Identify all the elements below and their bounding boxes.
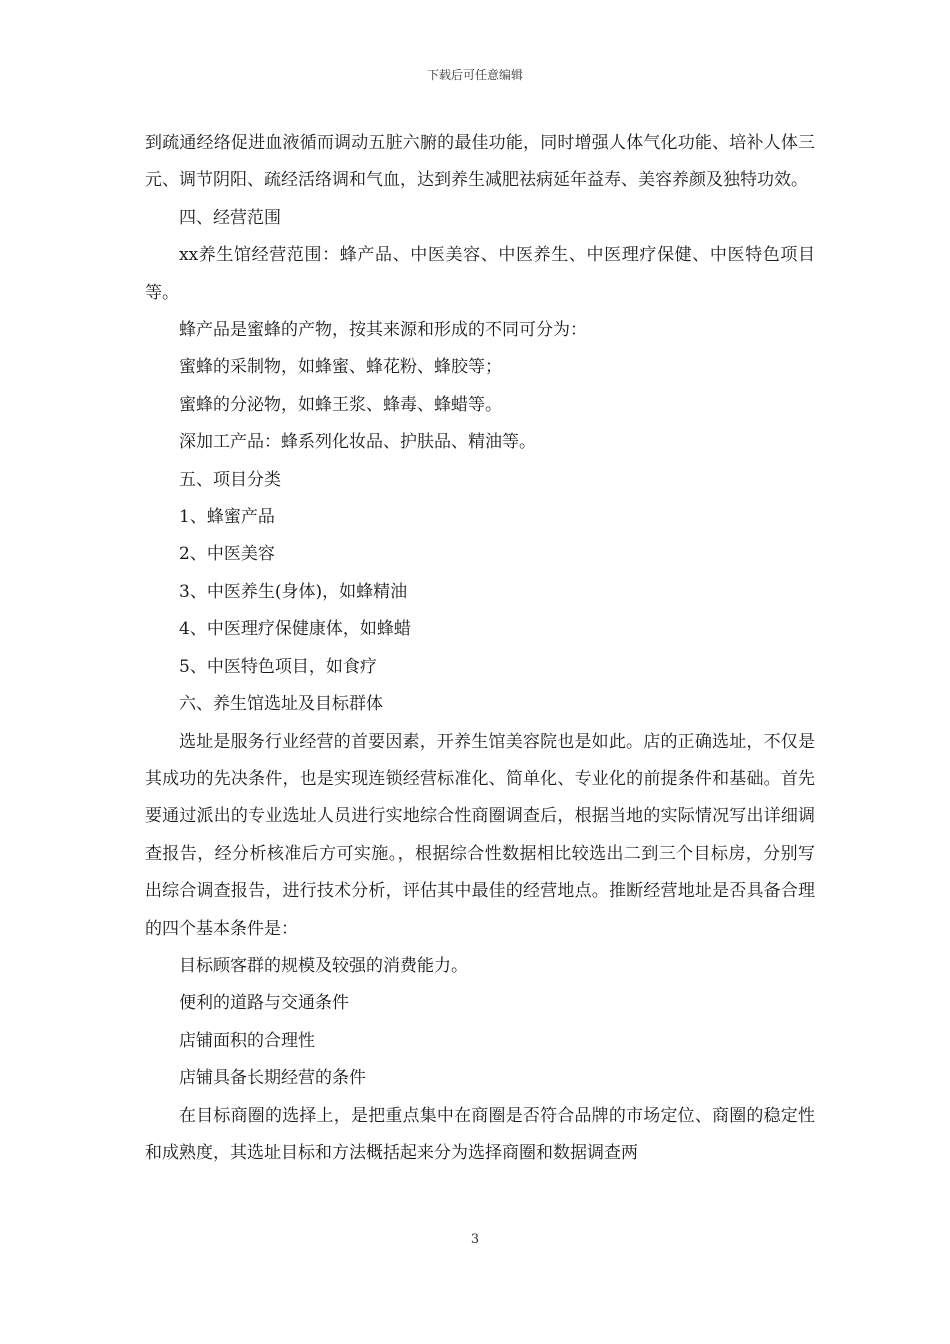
- list-item: 3、中医养生(身体)，如蜂精油: [179, 581, 408, 602]
- list-item: 店铺具备长期经营的条件: [179, 1068, 366, 1089]
- list-item: 深加工产品：蜂系列化妆品、护肤品、精油等。: [179, 432, 536, 453]
- paragraph: 在目标商圈的选择上，是把重点集中在商圈是否符合品牌的市场定位、商圈的稳定性和成熟度，其选址目标和方法概括起来分为选择商圈和数据调查两: [145, 1105, 815, 1163]
- section-heading: 四、经营范围: [179, 207, 281, 228]
- list-item: 5、中医特色项目，如食疗: [179, 656, 377, 677]
- paragraph: 蜂产品是蜜蜂的产物，按其来源和形成的不同可分为：: [179, 320, 587, 341]
- page-number: 3: [470, 1232, 480, 1247]
- section-heading: 六、养生馆选址及目标群体: [179, 694, 383, 715]
- paragraph: xx养生馆经营范围：蜂产品、中医美容、中医养生、中医理疗保健、中医特色项目等。: [145, 245, 815, 303]
- document-body: [145, 125, 815, 1172]
- page-header-note: 下载后可任意编辑: [426, 68, 523, 82]
- list-item: 1、蜂蜜产品: [179, 507, 275, 528]
- list-item: 4、中医理疗保健康体，如蜂蜡: [179, 619, 411, 640]
- paragraph: 选址是服务行业经营的首要因素，开养生馆美容院也是如此。店的正确选址，不仅是其成功的先决条件，也是实现连锁经营标准化、简单化、专业化的前提条件和基础。首先要通过派出的专业选址人员进行实地综合性商圈调查后，根据当地的实际情况写出详细调查报告，经分析核准后方可实施。，根据综合性数据相比较选出二到三个目标房，分别写出综合调查报告，进行技术分析，评估其中最佳的经营地点。推断经营地址是否具备合理的四个基本条件是：: [145, 731, 815, 939]
- list-item: 店铺面积的合理性: [179, 1030, 315, 1051]
- list-item: 目标顾客群的规模及较强的消费能力。: [179, 955, 468, 976]
- list-item: 便利的道路与交通条件: [179, 993, 349, 1014]
- list-item: 2、中医美容: [179, 544, 275, 565]
- section-heading: 五、项目分类: [179, 469, 281, 490]
- paragraph: 到疏通经络促进血液循而调动五脏六腑的最佳功能，同时增强人体气化功能、培补人体三元、调节阴阳、疏经活络调和气血，达到养生减肥祛病延年益寿、美容养颜及独特功效。: [145, 133, 815, 191]
- list-item: 蜜蜂的分泌物，如蜂王浆、蜂毒、蜂蜡等。: [179, 394, 502, 415]
- list-item: 蜜蜂的采制物，如蜂蜜、蜂花粉、蜂胶等；: [179, 357, 502, 378]
